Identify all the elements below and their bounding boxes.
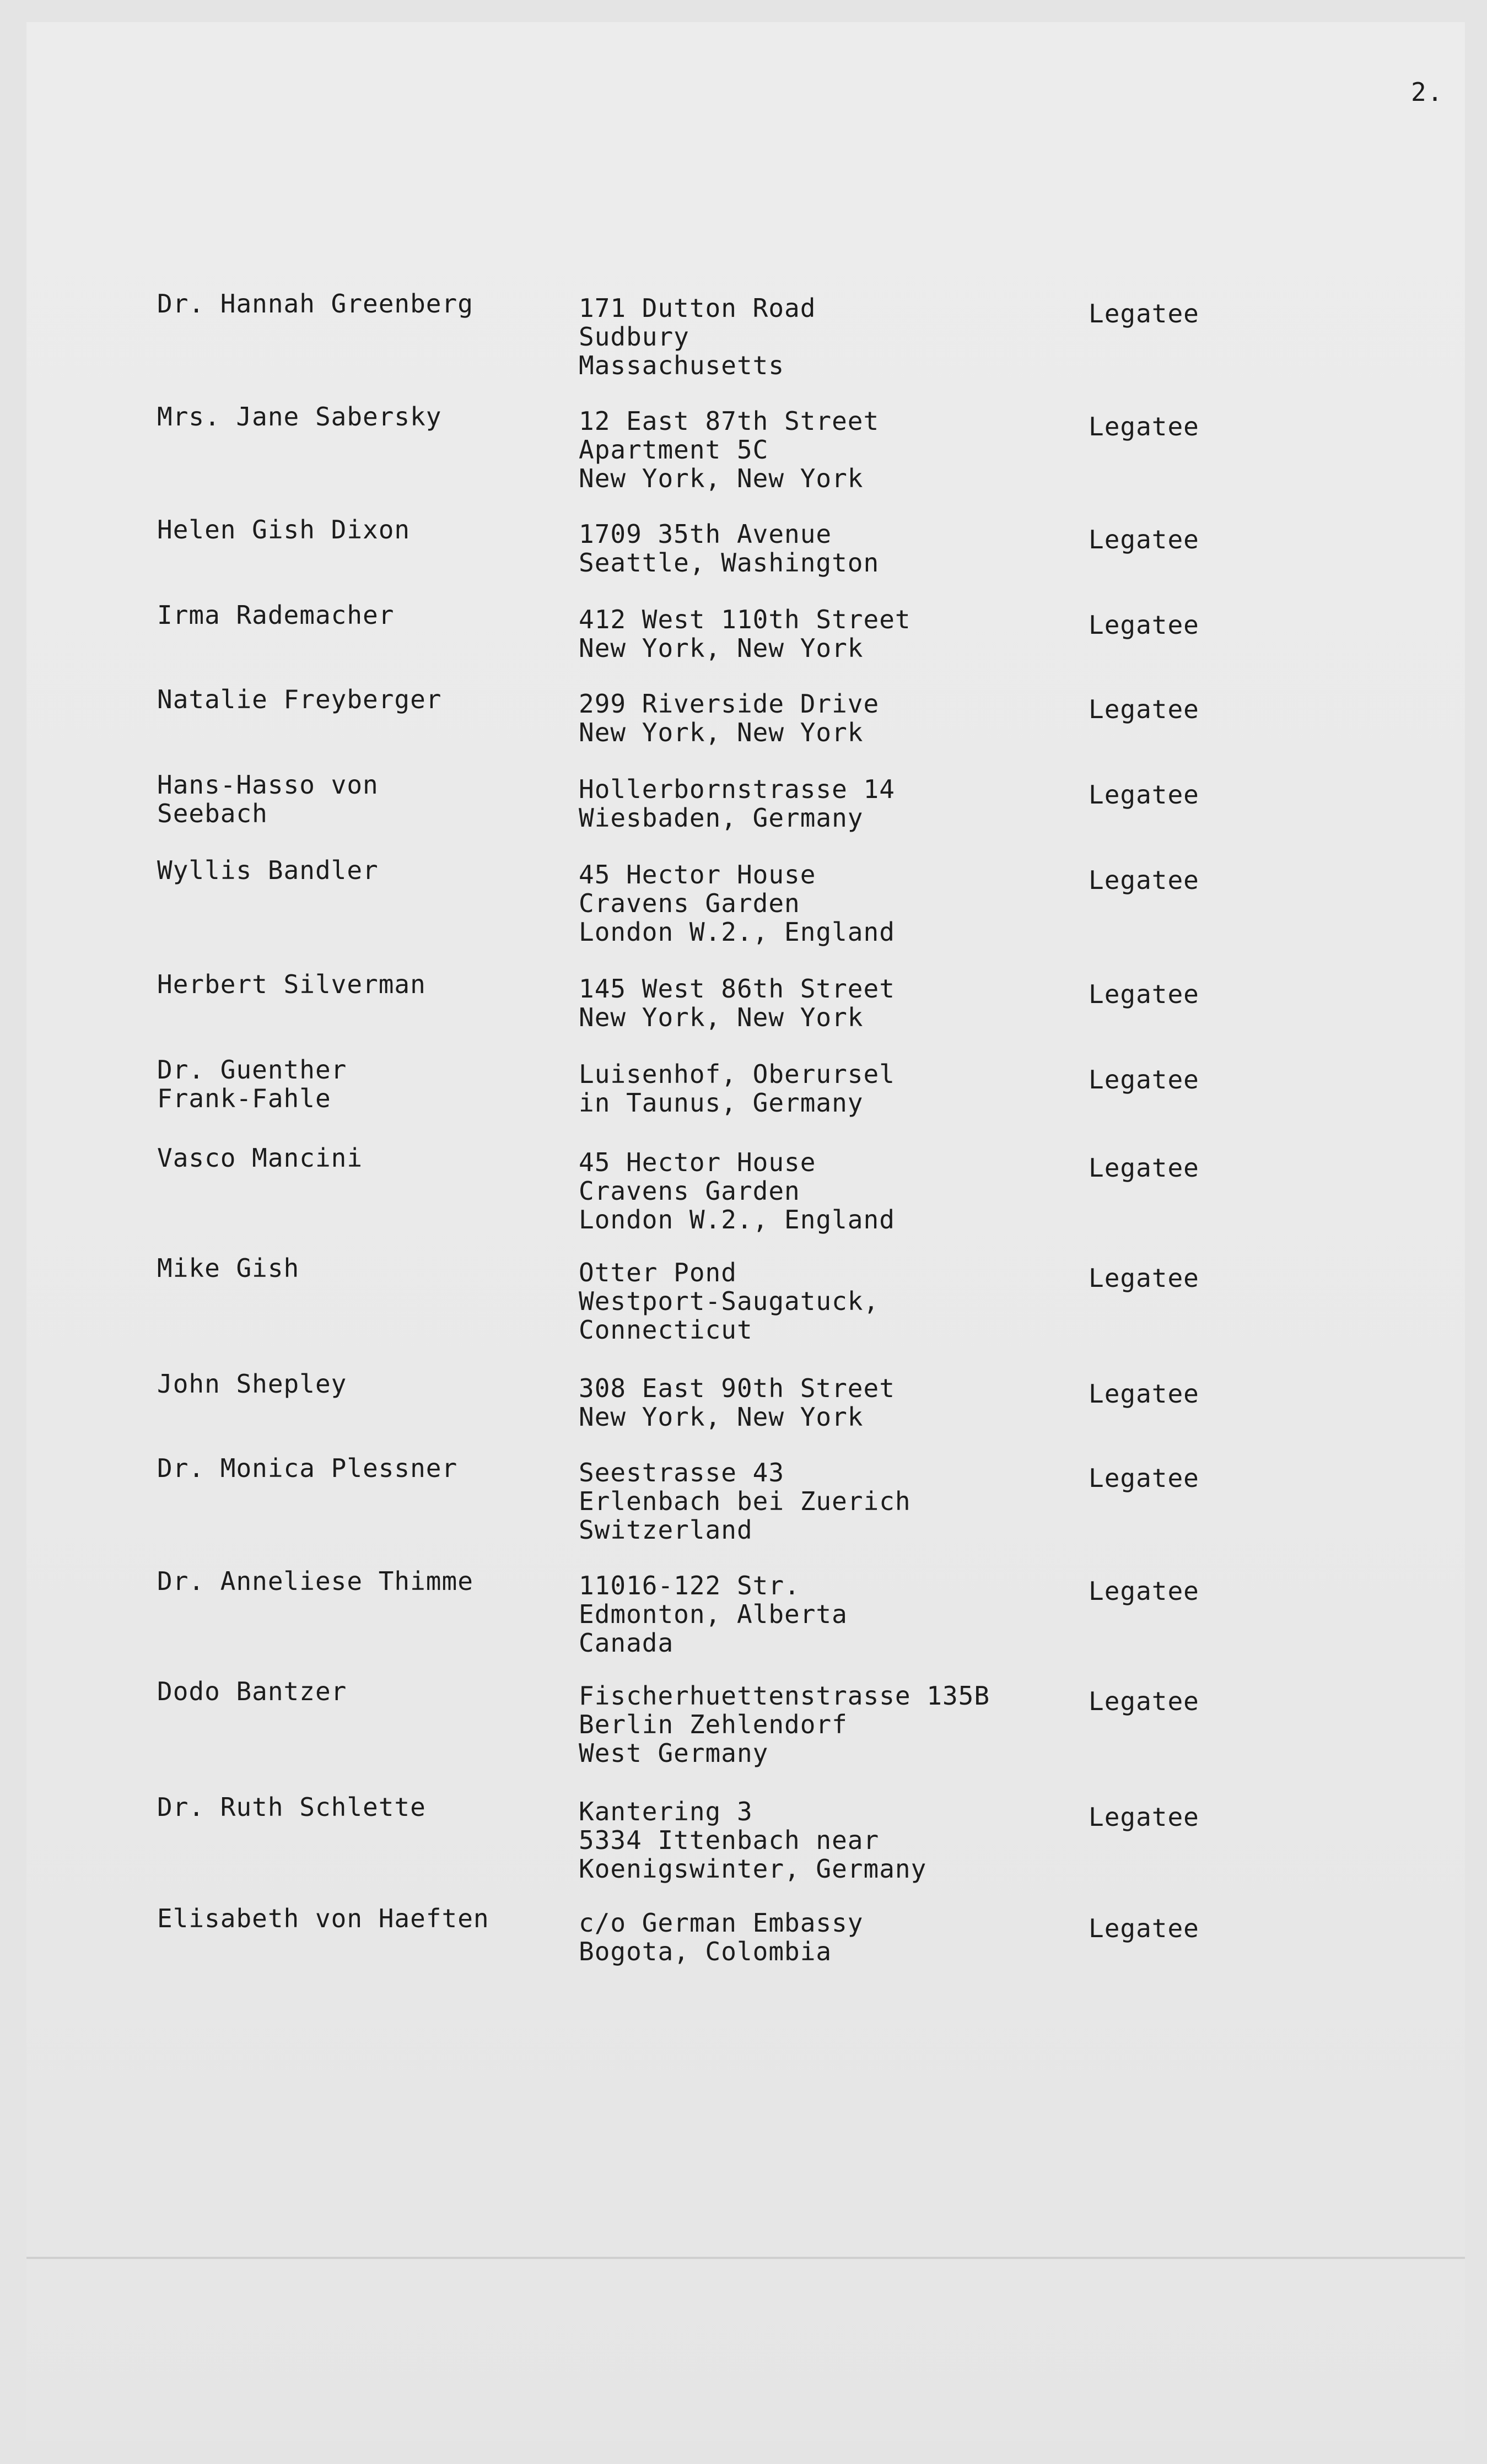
legatee-address [579,1258,1047,1344]
address-line: 45 Hector House [579,1147,816,1177]
address-line: Seattle, Washington [579,548,880,578]
address-line: 171 Dutton Road [579,293,816,323]
address-line: New York, New York [579,633,864,663]
legatee-role: Legatee [1089,1576,1199,1606]
legatee-address [579,1374,1047,1431]
address-line: Massachusetts [579,351,785,380]
legatee-address [579,860,1047,946]
legatee-address [579,520,1047,577]
legatee-role: Legatee [1089,1802,1199,1832]
legatee-name: Vasco Mancini [157,1143,363,1173]
legatee-role: Legatee [1089,1065,1199,1094]
legatee-name: Dodo Bantzer [157,1676,347,1706]
legatee-address [579,1908,1047,1966]
address-line: c/o German Embassy [579,1908,864,1938]
address-line: Cravens Garden [579,1176,800,1206]
legatee-role: Legatee [1089,865,1199,895]
address-line: Wiesbaden, Germany [579,803,864,833]
address-line: Bogota, Colombia [579,1937,832,1966]
legatee-role: Legatee [1089,780,1199,810]
legatee-name: Helen Gish Dixon [157,515,411,544]
legatee-address [579,1681,1047,1767]
address-line: 145 West 86th Street [579,974,895,1004]
address-line: Cravens Garden [579,888,800,918]
address-line: 12 East 87th Street [579,406,880,436]
legatee-address [579,1148,1047,1234]
legatee-name: Wyllis Bandler [157,855,379,885]
address-line: New York, New York [579,718,864,747]
address-line: 412 West 110th Street [579,605,911,634]
legatee-role: Legatee [1089,525,1199,554]
legatee-name: Dr. Anneliese Thimme [157,1566,473,1596]
legatee-role: Legatee [1089,1686,1199,1716]
address-line: 1709 35th Avenue [579,519,832,549]
address-line: London W.2., England [579,1205,895,1234]
legatee-name: Elisabeth von Haeften [157,1904,489,1933]
legatee-name: John Shepley [157,1369,347,1399]
legatee-name: Dr. Ruth Schlette [157,1792,426,1822]
legatee-address [579,1571,1047,1657]
address-line: Connecticut [579,1315,753,1345]
address-line: in Taunus, Germany [579,1088,864,1118]
address-line: 11016-122 Str. [579,1571,800,1600]
address-line: Fischerhuettenstrasse 135B [579,1681,990,1711]
address-line: Kantering 3 [579,1797,753,1826]
address-line: West Germany [579,1738,769,1768]
address-line: New York, New York [579,1002,864,1032]
legatee-role: Legatee [1089,412,1199,441]
address-line: London W.2., England [579,917,895,947]
fold-line [26,2257,1465,2259]
page-number: 2. [1411,77,1444,107]
legatee-role: Legatee [1089,1463,1199,1493]
legatee-role: Legatee [1089,1263,1199,1293]
legatee-role: Legatee [1089,694,1199,724]
legatee-name: Hans-Hasso von Seebach [157,770,379,828]
legatee-address [579,775,1047,832]
legatee-role: Legatee [1089,299,1199,328]
legatee-address [579,294,1047,380]
address-line: 5334 Ittenbach near [579,1825,880,1855]
legatee-address [579,1458,1047,1544]
address-line: 45 Hector House [579,860,816,889]
address-line: Edmonton, Alberta [579,1599,848,1629]
address-line: Koenigswinter, Germany [579,1854,927,1884]
legatee-address [579,689,1047,747]
address-line: New York, New York [579,463,864,493]
address-line: 308 East 90th Street [579,1373,895,1403]
legatee-address [579,1797,1047,1883]
address-line: 299 Riverside Drive [579,689,880,719]
address-line: Canada [579,1628,674,1658]
legatee-address [579,407,1047,493]
address-line: Seestrasse 43 [579,1458,785,1487]
address-line: Berlin Zehlendorf [579,1710,848,1739]
legatee-name: Dr. Guenther Frank-Fahle [157,1055,347,1113]
address-line: Switzerland [579,1515,753,1545]
legatee-name: Natalie Freyberger [157,684,442,714]
legatee-role: Legatee [1089,1153,1199,1183]
legatee-name: Dr. Monica Plessner [157,1453,458,1483]
legatee-address [579,605,1047,662]
address-line: Luisenhof, Oberursel [579,1059,895,1089]
legatee-role: Legatee [1089,1379,1199,1409]
address-line: Erlenbach bei Zuerich [579,1486,911,1516]
legatee-role: Legatee [1089,1913,1199,1943]
address-line: Sudbury [579,322,689,352]
legatee-name: Mrs. Jane Sabersky [157,402,442,432]
legatee-name: Irma Rademacher [157,600,395,630]
address-line: Otter Pond [579,1258,737,1287]
legatee-address [579,1060,1047,1117]
address-line: Hollerbornstrasse 14 [579,774,895,804]
address-line: Westport-Saugatuck, [579,1286,880,1316]
legatee-name: Herbert Silverman [157,969,426,999]
legatee-name: Mike Gish [157,1253,300,1283]
address-line: Apartment 5C [579,435,769,465]
legatee-role: Legatee [1089,979,1199,1009]
legatee-role: Legatee [1089,610,1199,640]
address-line: New York, New York [579,1402,864,1432]
legatee-address [579,974,1047,1032]
legatee-name: Dr. Hannah Greenberg [157,289,473,319]
